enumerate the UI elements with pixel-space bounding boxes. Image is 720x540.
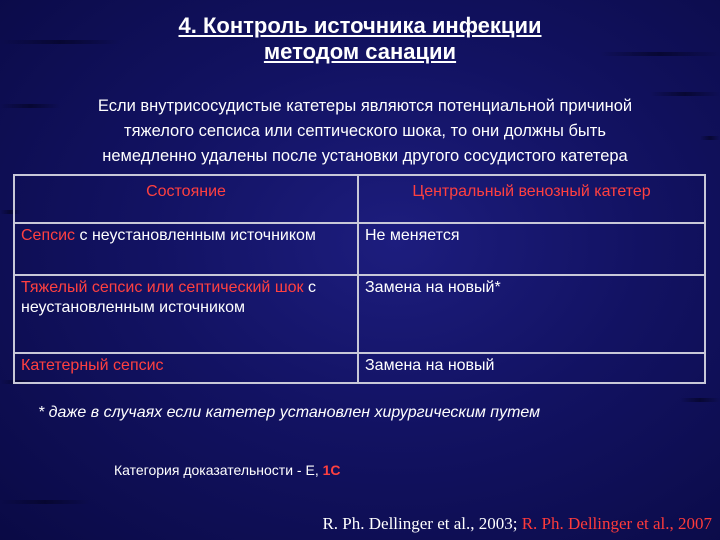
table-row [14,275,705,353]
intro-line-3: немедленно удалены после установки другого сосудистого катетера [102,147,628,165]
table-row [14,223,705,275]
state-highlight: Сепсис [21,227,76,244]
state-rest: с неустановленным источником [75,227,316,244]
footnote: * даже в случаях если катетер установлен хирургическим путем [38,404,541,421]
intro-line-2: тяжелого сепсиса или септического шока, то они должны быть [124,122,606,140]
evidence-grade: 1С [322,462,341,478]
header-catheter: Центральный венозный катетер [358,175,705,223]
table-row [14,353,705,383]
reference-2003: R. Ph. Dellinger et al., 2003; [322,514,522,533]
catheter-table [13,174,706,384]
intro-line-1: Если внутрисосудистые катетеры являются потенциальной причиной [97,97,633,115]
table-cell-catheter: Не меняется [358,223,705,275]
header-state: Состояние [14,175,358,223]
table-header-row [14,175,705,223]
table-cell-state [14,353,358,383]
state-rest: с неустановленным источником [21,279,316,316]
reference-2007: R. Ph. Dellinger et al., 2007 [521,514,712,533]
table-cell-catheter: Замена на новый [358,353,705,383]
table-cell-state [14,275,358,353]
title-line-2: методом санации [263,39,457,64]
title-line-1: 4. Контроль источника инфекции [178,13,542,38]
table-cell-catheter: Замена на новый* [358,275,705,353]
table-cell-state [14,223,358,275]
evidence-category [114,462,341,478]
state-highlight: Тяжелый сепсис или септический шок [21,279,304,296]
evidence-label: Категория доказательности - Е, [114,462,323,478]
state-highlight: Катетерный сепсис [21,357,164,374]
intro-paragraph [20,94,710,169]
references [322,514,712,534]
slide-title [0,14,720,38]
slide-title-2 [0,40,720,64]
